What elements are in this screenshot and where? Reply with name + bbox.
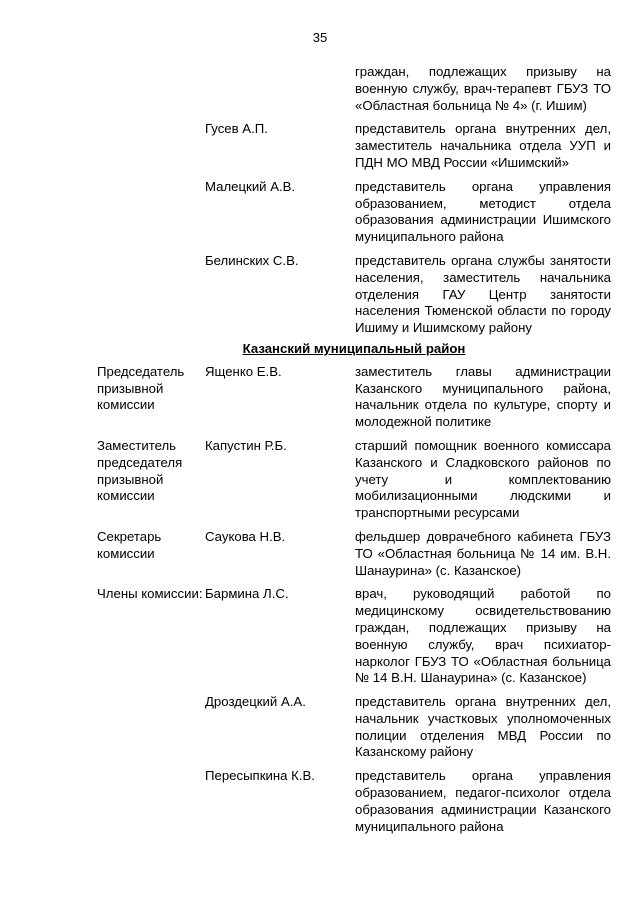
row-description: представитель органа службы занятости населения, заместитель начальника отделения ГАУ Центр занятости населения Тюменской области по городу Ишиму и Ишимскому району: [355, 252, 611, 336]
commission-row: [97, 253, 611, 337]
row-person: Белинских С.В.: [205, 252, 299, 268]
commission-row: [97, 529, 611, 579]
row-description: граждан, подлежащих призыву на военную службу, врач-терапевт ГБУЗ ТО «Областная больница № 4» (г. Ишим): [355, 64, 611, 113]
commission-row: [97, 179, 611, 246]
row-description: врач, руководящий работой по медицинскому освидетельствованию граждан, подлежащих призыву на военную службу, врач психиатор-нарколог ГБУЗ ТО «Областная больница № 14 В.Н. Шанаурина» (с. Казанское): [355, 586, 611, 686]
row-person: Бармина Л.С.: [205, 586, 289, 602]
commission-row: [97, 64, 611, 114]
row-person: Пересыпкина К.В.: [205, 768, 315, 784]
row-description: представитель органа управления образованием, методист отдела образования администрации Ишимского муниципального района: [355, 178, 611, 245]
commission-list: [97, 64, 611, 842]
row-description: старший помощник военного комиссара Казанского и Сладковского районов по учету и комплектованию мобилизационными людскими и транспортными ресурсами: [355, 437, 611, 521]
page-number: 35: [312, 30, 328, 45]
commission-row: [97, 364, 611, 431]
row-description: представитель органа управления образованием, педагог-психолог отдела образования администрации Казанского муниципального района: [355, 768, 611, 834]
row-role: Председатель призывной комиссии: [97, 363, 185, 413]
commission-row: [97, 586, 611, 687]
row-description: представитель органа внутренних дел, заместитель начальника отдела УУП и ПДН МО МВД России «Ишимский»: [355, 121, 611, 170]
row-person: Гусев А.П.: [205, 121, 268, 137]
row-description: фельдшер доврачебного кабинета ГБУЗ ТО «Областная больница № 14 им. В.Н. Шанаурина» (с. Казанское): [355, 528, 611, 578]
commission-row: [97, 438, 611, 522]
commission-row: [97, 694, 611, 761]
row-person: Капустин Р.Б.: [205, 437, 287, 453]
row-person: Саукова Н.В.: [205, 528, 286, 544]
row-person: Малецкий А.В.: [205, 178, 296, 194]
section-title: Казанский муниципальный район: [242, 340, 466, 356]
commission-row: [97, 121, 611, 171]
row-role: Члены комиссии:: [97, 586, 203, 602]
row-person: Ященко Е.В.: [205, 363, 282, 379]
commission-row: [97, 768, 611, 835]
row-description: заместитель главы администрации Казанского муниципального района, начальник отдела по культуре, спорту и молодежной политике: [355, 363, 611, 430]
row-person: Дроздецкий А.А.: [205, 694, 306, 710]
row-description: представитель органа внутренних дел, начальник участковых уполномоченных полиции отделения МВД России по Казанскому району: [355, 694, 611, 760]
row-role: Секретарь комиссии: [97, 528, 162, 561]
row-role: Заместитель председателя призывной комиссии: [97, 437, 183, 504]
